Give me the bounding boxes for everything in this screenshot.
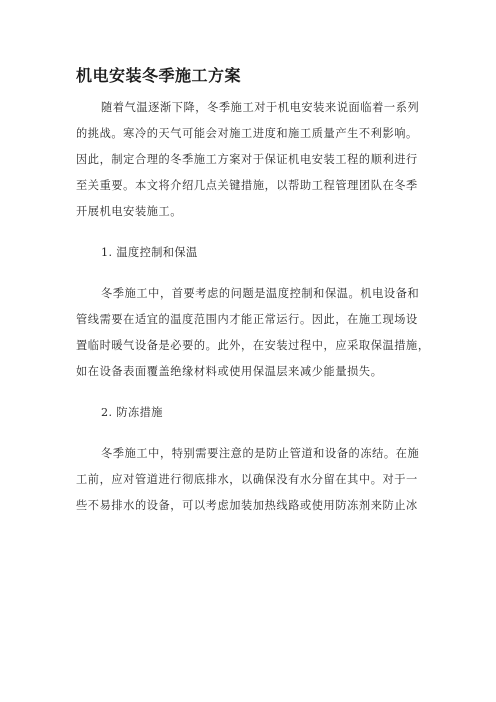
section-1-line-3: 置临时暖气设备是必要的。此外，在安装过程中，应采取保温措施， xyxy=(76,339,430,352)
section-1-line-4: 如在设备表面覆盖绝缘材料或使用保温层来减少能量损失。 xyxy=(76,365,383,378)
intro-line-2: 的挑战。寒冷的天气可能会对施工进度和施工质量产生不利影响。 xyxy=(76,127,418,140)
intro-line-3: 因此，制定合理的冬季施工方案对于保证机电安装工程的顺利进行 xyxy=(76,153,418,166)
section-2-line-3: 些不易排水的设备，可以考虑加装加热线路或使用防冻剂来防止冰 xyxy=(76,499,418,512)
section-1-line-2: 管线需要在适宜的温度范围内才能正常运行。因此，在施工现场设 xyxy=(76,313,418,326)
section-2-line-1: 冬季施工中，特别需要注意的是防止管道和设备的冻结。在施 xyxy=(101,447,420,460)
intro-line-1: 随着气温逐渐下降，冬季施工对于机电安装来说面临着一系列 xyxy=(101,101,420,114)
intro-line-5: 开展机电安装施工。 xyxy=(76,205,183,218)
section-2-heading: 2. 防冻措施 xyxy=(101,406,163,419)
section-2-line-2: 工前，应对管道进行彻底排水，以确保没有水分留在其中。对于一 xyxy=(76,473,418,486)
section-1-heading: 1. 温度控制和保温 xyxy=(101,246,198,259)
document-title: 机电安装冬季施工方案 xyxy=(76,66,242,85)
intro-line-4: 至关重要。本文将介绍几点关键措施，以帮助工程管理团队在冬季 xyxy=(76,179,418,192)
section-1-line-1: 冬季施工中，首要考虑的问题是温度控制和保温。机电设备和 xyxy=(101,287,420,300)
